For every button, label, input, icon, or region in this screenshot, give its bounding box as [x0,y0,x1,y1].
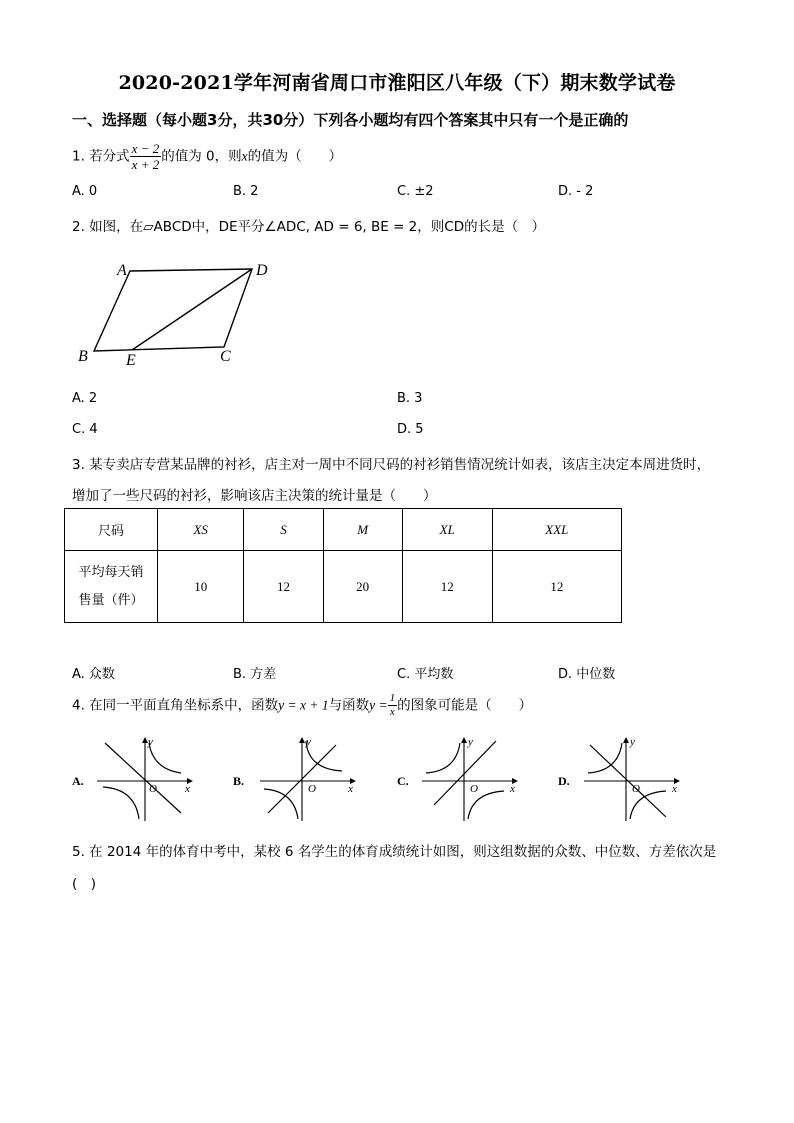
axis-x-label: x [510,783,515,795]
fraction [130,141,162,172]
table-cell [65,551,158,623]
section-heading: 一、选择题（每小题3分，共30分）下列各小题均有四个答案其中只有一个是正确的 [72,111,629,129]
question-1-prefix: 1. 若分式 [72,148,130,165]
sales-table [64,508,622,623]
axis-y-label: y [306,736,311,748]
page-title: 2020-2021学年河南省周口市淮阳区八年级（下）期末数学试卷 [118,72,676,94]
q3-option-c[interactable]: C. 平均数 [397,667,454,682]
table-header: XL [402,509,492,551]
q4-graph-d[interactable] [582,735,682,823]
row-label-line-1: 平均每天销 [78,564,144,580]
q1-option-b[interactable]: B. 2 [233,184,259,199]
q2-option-d[interactable]: D. 5 [397,422,424,437]
label-b: B [78,348,88,365]
q1-option-d[interactable]: D. ‑ 2 [558,184,594,199]
table-cell: 12 [244,551,323,623]
q4-graph-a[interactable] [95,735,195,823]
q4-graph-c[interactable] [420,735,520,823]
table-cell: 20 [323,551,402,623]
fraction [388,692,398,719]
q3-option-a[interactable]: A. 众数 [72,667,115,682]
question-2: 2. 如图，在▱ABCD中，DE平分∠ADC, AD = 6, BE = 2，则CD的长是（ ） [72,219,546,235]
question-5-line-1: 5. 在 2014 年的体育中考中，某校 6 名学生的体育成绩统计如图，则这组数据的众数、中位数、方差依次是 [72,844,717,860]
q3-option-b[interactable]: B. 方差 [233,667,277,682]
table-row [65,551,622,623]
fraction-numerator: 1 [389,692,396,704]
table-cell: 10 [158,551,244,623]
question-1-suffix: 的值为（ ） [247,148,343,165]
table-header: XS [158,509,244,551]
q1-option-a[interactable]: A. 0 [72,184,98,199]
axis-y-label: y [630,736,635,748]
q2-option-b[interactable]: B. 3 [397,391,423,406]
q4-choice-a-label[interactable]: A. [72,774,84,788]
origin-label: O [632,783,640,795]
q4-choice-c-label[interactable]: C. [397,774,409,788]
axis-x-label: x [348,783,353,795]
q2-option-c[interactable]: C. 4 [72,422,98,437]
label-a: A [117,262,127,279]
fraction-numerator: x − 2 [131,141,160,156]
table-cell: 12 [492,551,621,623]
label-d: D [256,262,268,279]
q3-option-d[interactable]: D. 中位数 [558,667,616,682]
question-3-line-1: 3. 某专卖店专营某品牌的衬衫，店主对一周中不同尺码的衬衫销售情况统计如表，该店主决定本周进货时， [72,457,711,473]
q4-graph-b[interactable] [258,735,358,823]
question-4-prefix: 4. 在同一平面直角坐标系中，函数 [72,697,279,714]
question-1 [72,141,342,172]
q4-choice-b-label[interactable]: B. [233,774,245,788]
table-header: XXL [492,509,621,551]
function-1: y = x + 1 [278,697,329,713]
parallelogram-figure [72,255,282,375]
table-cell: 12 [402,551,492,623]
axis-y-label: y [148,736,153,748]
origin-label: O [149,783,157,795]
question-5-line-2: ( ) [72,876,97,892]
table-header: M [323,509,402,551]
question-4-mid: 与函数 [328,697,370,714]
table-header: S [244,509,323,551]
question-3-line-2: 增加了一些尺码的衬衫，影响该店主决策的统计量是（ ） [72,488,437,504]
question-4 [72,692,532,719]
question-1-mid: 的值为 0，则 [161,148,242,165]
variable-x: x [241,148,248,164]
label-e: E [126,352,136,369]
axis-x-label: x [185,783,190,795]
axis-x-label: x [672,783,677,795]
origin-label: O [470,783,478,795]
origin-label: O [308,783,316,795]
question-4-suffix: 的图象可能是（ ） [397,697,533,714]
fraction-denominator: x + 2 [131,157,160,172]
row-label-line-2: 售量（件） [78,592,144,608]
function-2-lhs: y = [369,697,388,713]
label-c: C [220,348,231,365]
q1-option-c[interactable]: C. ±2 [397,184,434,199]
table-cell: 尺码 [65,509,158,551]
axis-y-label: y [468,736,473,748]
q4-choice-d-label[interactable]: D. [558,774,570,788]
q2-option-a[interactable]: A. 2 [72,391,98,406]
table-row [65,509,622,551]
fraction-denominator: x [389,706,395,718]
